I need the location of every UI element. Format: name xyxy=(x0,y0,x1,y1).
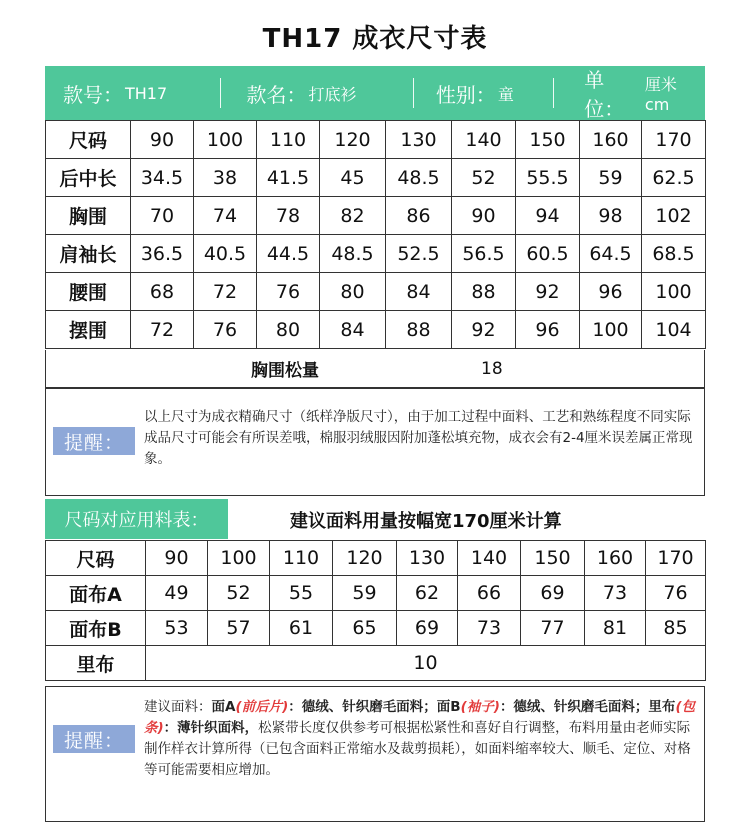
fabric-value: 76 xyxy=(646,576,706,611)
lining-label: 里布 xyxy=(46,646,146,681)
measure-value: 44.5 xyxy=(257,235,320,273)
measure-value: 36.5 xyxy=(131,235,194,273)
fabric-header-cell: 170 xyxy=(646,541,706,576)
fabric-value: 69 xyxy=(397,611,458,646)
measure-value: 74 xyxy=(194,197,257,235)
fabric-value: 81 xyxy=(585,611,646,646)
fabric-table xyxy=(45,540,706,681)
fabric-value: 62 xyxy=(397,576,458,611)
size-row xyxy=(46,311,706,349)
measure-value: 82 xyxy=(320,197,386,235)
page-title: TH17 成衣尺寸表 xyxy=(262,24,488,54)
measure-value: 92 xyxy=(452,311,516,349)
size-header-cell: 130 xyxy=(386,121,452,159)
measure-value: 41.5 xyxy=(257,159,320,197)
measure-value: 104 xyxy=(642,311,706,349)
fabric-value: 66 xyxy=(458,576,521,611)
measure-value: 40.5 xyxy=(194,235,257,273)
fabric-header-row xyxy=(46,541,706,576)
chest-ease-label: 胸围松量 xyxy=(251,361,319,381)
measure-value: 96 xyxy=(580,273,642,311)
fabric-value: 57 xyxy=(208,611,270,646)
size-header-cell: 110 xyxy=(257,121,320,159)
fabric-value: 77 xyxy=(521,611,585,646)
measure-value: 84 xyxy=(386,273,452,311)
fabric-label: 面布A xyxy=(46,576,146,611)
size-row xyxy=(46,235,706,273)
reminder-text: 以上尺寸为成衣精确尺寸（纸样净版尺寸），由于加工过程中面料、工艺和熟练程度不同实际成品尺寸可能会有所误差哦，棉服羽绒服因附加蓬松填充物，成衣会有2-4厘米误差属正常现象。 xyxy=(144,409,693,467)
measure-value: 94 xyxy=(516,197,580,235)
advice-text: ：薄针织面料， xyxy=(163,720,259,736)
measure-value: 64.5 xyxy=(580,235,642,273)
fabric-value: 69 xyxy=(521,576,585,611)
fabric-header-cell: 100 xyxy=(208,541,270,576)
advice-text: ：德绒、针织磨毛面料；面B xyxy=(288,699,461,715)
measure-value: 86 xyxy=(386,197,452,235)
divider xyxy=(553,78,554,108)
fabric-section-note: 建议面料用量按幅宽170厘米计算 xyxy=(290,511,562,532)
size-header-cell: 150 xyxy=(516,121,580,159)
fabric-label: 面布B xyxy=(46,611,146,646)
advice-text: 松紧带长度仅供参考可根据松紧性和喜好自行调整，布料用量由老师实际制作样衣计算所得（已包含面料正常缩水及裁剪损耗），如面料缩率较大、顺毛、定位、对格等可能需要相应增加。 xyxy=(144,720,691,778)
fabric-value: 61 xyxy=(270,611,333,646)
size-row xyxy=(46,159,706,197)
fabric-advice-text xyxy=(144,697,696,781)
advice-text: 建议面料： xyxy=(144,699,212,715)
advice-text: ：德绒、针织磨毛面料；里布 xyxy=(499,699,676,715)
measure-label: 摆围 xyxy=(46,311,131,349)
measure-value: 76 xyxy=(257,273,320,311)
fabric-header-cell: 尺码 xyxy=(46,541,146,576)
chest-ease-row xyxy=(45,350,705,388)
measure-value: 72 xyxy=(194,273,257,311)
unit-cell xyxy=(554,66,705,120)
measure-value: 56.5 xyxy=(452,235,516,273)
measure-value: 48.5 xyxy=(386,159,452,197)
measure-value: 55.5 xyxy=(516,159,580,197)
measure-value: 78 xyxy=(257,197,320,235)
name-value: 打底衫 xyxy=(308,84,357,104)
fabric-value: 59 xyxy=(333,576,397,611)
measure-value: 34.5 xyxy=(131,159,194,197)
gender-value: 童 xyxy=(497,84,514,104)
fabric-section-label: 尺码对应用料表： xyxy=(45,499,228,539)
measure-value: 38 xyxy=(194,159,257,197)
reminder-badge: 提醒： xyxy=(53,725,135,753)
measure-value: 76 xyxy=(194,311,257,349)
fabric-header-cell: 130 xyxy=(397,541,458,576)
chest-ease-value: 18 xyxy=(481,358,503,379)
model-label: 款号： xyxy=(63,82,123,107)
spec-header-bar xyxy=(45,66,705,120)
model-value: TH17 xyxy=(125,83,168,103)
measure-value: 100 xyxy=(642,273,706,311)
size-header-cell: 140 xyxy=(452,121,516,159)
reminder-box-1 xyxy=(45,388,705,496)
lining-value: 10 xyxy=(146,646,706,681)
measure-value: 68 xyxy=(131,273,194,311)
measure-value: 98 xyxy=(580,197,642,235)
measure-value: 88 xyxy=(452,273,516,311)
fabric-header-cell: 150 xyxy=(521,541,585,576)
measure-label: 胸围 xyxy=(46,197,131,235)
fabric-row xyxy=(46,611,706,646)
measure-value: 88 xyxy=(386,311,452,349)
measure-value: 59 xyxy=(580,159,642,197)
fabric-header-cell: 160 xyxy=(585,541,646,576)
size-header-cell: 尺码 xyxy=(46,121,131,159)
gender-label: 性别： xyxy=(435,82,496,107)
size-header-row xyxy=(46,121,706,159)
fabric-value: 53 xyxy=(146,611,208,646)
reminder-badge: 提醒： xyxy=(53,427,135,455)
size-header-cell: 100 xyxy=(194,121,257,159)
measure-value: 72 xyxy=(131,311,194,349)
fabric-header-cell: 120 xyxy=(333,541,397,576)
measure-value: 102 xyxy=(642,197,706,235)
gender-cell xyxy=(414,66,553,120)
fabric-header-cell: 140 xyxy=(458,541,521,576)
measure-value: 60.5 xyxy=(516,235,580,273)
measure-value: 52 xyxy=(452,159,516,197)
size-header-cell: 120 xyxy=(320,121,386,159)
measure-value: 70 xyxy=(131,197,194,235)
fabric-value: 55 xyxy=(270,576,333,611)
divider xyxy=(220,78,221,108)
model-cell xyxy=(45,66,220,120)
measure-value: 52.5 xyxy=(386,235,452,273)
measure-label: 肩袖长 xyxy=(46,235,131,273)
measure-value: 96 xyxy=(516,311,580,349)
measure-value: 80 xyxy=(257,311,320,349)
fabric-header-cell: 90 xyxy=(146,541,208,576)
measure-value: 48.5 xyxy=(320,235,386,273)
reminder-box-2 xyxy=(45,686,705,822)
size-header-cell: 160 xyxy=(580,121,642,159)
size-row xyxy=(46,197,706,235)
size-row xyxy=(46,273,706,311)
unit-label: 单位： xyxy=(584,68,625,121)
fabric-value: 85 xyxy=(646,611,706,646)
measure-value: 68.5 xyxy=(642,235,706,273)
measure-value: 84 xyxy=(320,311,386,349)
size-header-cell: 90 xyxy=(131,121,194,159)
measure-value: 80 xyxy=(320,273,386,311)
measure-value: 62.5 xyxy=(642,159,706,197)
advice-highlight: (袖子) xyxy=(460,699,500,715)
lining-row xyxy=(46,646,706,681)
fabric-row xyxy=(46,576,706,611)
fabric-header-cell: 110 xyxy=(270,541,333,576)
name-label: 款名： xyxy=(246,82,307,107)
fabric-value: 52 xyxy=(208,576,270,611)
measure-label: 后中长 xyxy=(46,159,131,197)
size-header-cell: 170 xyxy=(642,121,706,159)
measure-value: 92 xyxy=(516,273,580,311)
measure-value: 100 xyxy=(580,311,642,349)
measure-value: 45 xyxy=(320,159,386,197)
measure-label: 腰围 xyxy=(46,273,131,311)
advice-highlight: (前后片) xyxy=(235,699,289,715)
advice-text: 面A xyxy=(211,699,236,715)
measure-value: 90 xyxy=(452,197,516,235)
fabric-section-bar xyxy=(45,499,705,539)
fabric-value: 73 xyxy=(585,576,646,611)
size-table xyxy=(45,120,706,349)
divider xyxy=(413,78,414,108)
advice-highlight: (包条) xyxy=(144,699,696,736)
fabric-value: 65 xyxy=(333,611,397,646)
fabric-value: 49 xyxy=(146,576,208,611)
fabric-value: 73 xyxy=(458,611,521,646)
unit-value: 厘米 cm xyxy=(644,75,677,114)
name-cell xyxy=(221,66,413,120)
